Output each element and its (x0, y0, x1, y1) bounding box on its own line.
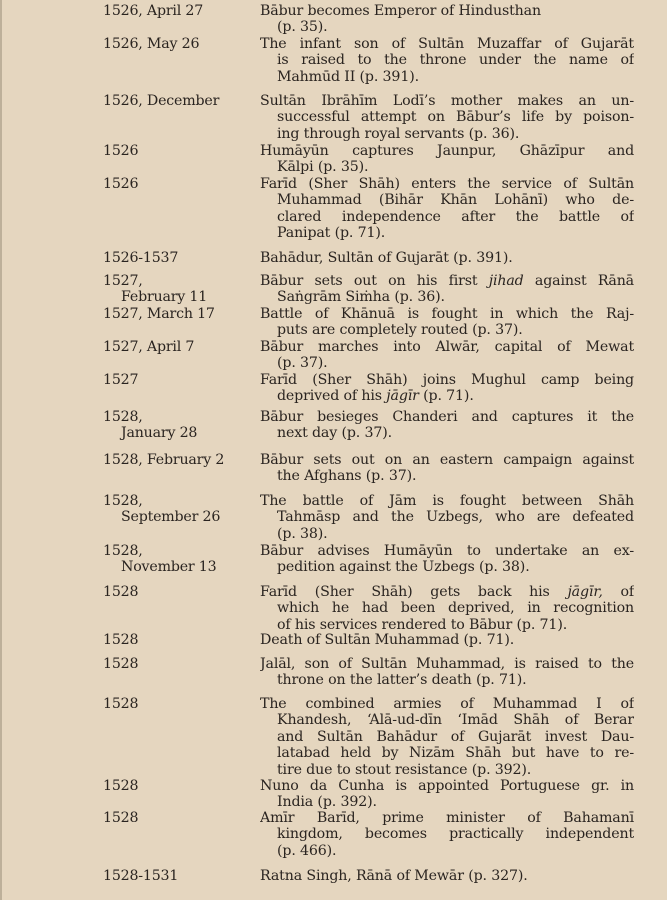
entry-description-line: Jalāl, son of Sultān Muhammad, is raised to the (260, 656, 634, 672)
entry-description-line: (p. 38). (277, 525, 328, 542)
entry-date-line: 1528 (103, 656, 139, 672)
entry-description (260, 176, 634, 242)
entry-description-line: of his services rendered to Bābur (p. 71). (277, 616, 568, 633)
entry-description-line: tire due to stout resistance (p. 392). (277, 761, 532, 778)
entry-description (260, 3, 634, 36)
entry-date-line: 1527, (103, 273, 143, 289)
entry-date (103, 93, 258, 109)
entry-description-line: Humāyūn captures Jaunpur, Ghāzīpur and (260, 143, 634, 159)
page-edge (0, 0, 2, 900)
entry-description-line: throne on the latter’s death (p. 71). (277, 672, 527, 689)
entry-description-line: Battle of Khānuā is fought in which the Raj- (260, 306, 634, 322)
entry-date-line: 1528 (103, 810, 139, 826)
entry-description (260, 543, 634, 576)
entry-date (103, 696, 258, 712)
entry-date-line: September 26 (121, 509, 221, 526)
entry-date (103, 778, 258, 794)
entry-date-line: November 13 (121, 559, 217, 576)
entry-date (103, 493, 258, 526)
entry-description-line: the Afghans (p. 37). (277, 468, 417, 485)
entry-description (260, 584, 634, 633)
entry-date-line: 1528, (103, 543, 143, 559)
entry-description-line: Bābur marches into Alwār, capital of Mewat (260, 339, 634, 355)
entry-description-line: Bābur sets out on an eastern campaign against (260, 452, 634, 468)
entry-description-line: clared independence after the battle of (277, 208, 634, 225)
entry-description-line: and Sultān Bahādur of Gujarāt invest Dau- (277, 728, 634, 745)
entry-date (103, 584, 258, 600)
entry-date (103, 273, 258, 306)
entry-date (103, 306, 258, 322)
entry-date-line: 1528, (103, 493, 143, 509)
entry-date-line: 1526, April 27 (103, 3, 204, 19)
entry-description-line: Amīr Barīd, prime minister of Bahamanī (260, 810, 634, 826)
entry-description-line: Sultān Ibrāhīm Lodī’s mother makes an un- (260, 93, 634, 109)
entry-description-line: successful attempt on Bābur’s life by poison- (277, 109, 634, 126)
entry-description-line: Muhammad (Bihār Khān Lohānī) who de- (277, 192, 634, 209)
entry-description-line: The infant son of Sultān Muzaffar of Gujarāt (260, 36, 634, 52)
entry-description-line: which he had been deprived, in recognition (277, 600, 634, 617)
entry-date (103, 452, 258, 468)
entry-date-line: 1527 (103, 372, 139, 388)
italic-term: jihad (488, 273, 524, 289)
entry-date (103, 632, 258, 648)
entry-date-line: 1527, April 7 (103, 339, 195, 355)
entry-description-line: Bābur besieges Chanderi and captures it the (260, 409, 634, 425)
entry-description-line: Death of Sultān Muhammad (p. 71). (260, 632, 515, 648)
entry-date (103, 372, 258, 388)
entry-date (103, 868, 258, 884)
entry-description-line: puts are completely routed (p. 37). (277, 322, 523, 339)
entry-date-line: 1528, (103, 409, 143, 425)
entry-date (103, 36, 258, 52)
entry-description (260, 273, 634, 306)
entry-description-line: Panipat (p. 71). (277, 225, 386, 242)
entry-date-line: 1528 (103, 778, 139, 794)
entry-date-line: 1528 (103, 584, 139, 600)
entry-description-line: kingdom, becomes practically independent (277, 826, 634, 843)
entry-description (260, 778, 634, 811)
entry-description-line: Farīd (Sher Shāh) joins Mughul camp being (260, 372, 634, 388)
entry-description-line: (p. 35). (277, 19, 328, 36)
entry-date (103, 409, 258, 442)
entry-date (103, 3, 258, 19)
entry-description (260, 36, 634, 85)
entry-date (103, 176, 258, 192)
entry-date (103, 656, 258, 672)
entry-description-line: is raised to the throne under the name of (277, 52, 634, 69)
entry-description-line: Ratna Singh, Rānā of Mewār (p. 327). (260, 868, 528, 884)
entry-date-line: 1526, May 26 (103, 36, 200, 52)
entry-description-line: Farīd (Sher Shāh) enters the service of Sultān (260, 176, 634, 192)
entry-description (260, 452, 634, 485)
entry-date (103, 543, 258, 576)
entry-date-line: 1526-1537 (103, 250, 179, 266)
entry-description (260, 339, 634, 372)
entry-date-line: January 28 (121, 425, 198, 442)
entry-description-line: Khandesh, ‘Alā-ud-dīn ‘Imād Shāh of Berar (277, 712, 634, 729)
entry-description-line: The battle of Jām is fought between Shāh (260, 493, 634, 509)
entry-date (103, 143, 258, 159)
entry-description-line: next day (p. 37). (277, 425, 392, 442)
entry-description-line: Bābur sets out on his first jihad against Rānā (260, 273, 634, 289)
entry-description-line: Mahmūd II (p. 391). (277, 68, 419, 85)
entry-description (260, 93, 634, 142)
entry-description-line: Bābur advises Humāyūn to undertake an ex- (260, 543, 634, 559)
italic-term: jāgīr (386, 388, 419, 405)
entry-description (260, 306, 634, 339)
entry-date-line: 1526 (103, 176, 139, 192)
entry-date-line: 1526, December (103, 93, 220, 109)
entry-description-line: deprived of his jāgīr (p. 71). (277, 388, 474, 405)
entry-date-line: 1528-1531 (103, 868, 179, 884)
entry-date-line: 1528 (103, 632, 139, 648)
entry-description (260, 409, 634, 442)
entry-description-line: pedition against the Uzbegs (p. 38). (277, 559, 530, 576)
italic-term: jāgīr, (567, 584, 603, 600)
entry-description (260, 493, 634, 542)
entry-description-line: (p. 466). (277, 842, 337, 859)
entry-description (260, 810, 634, 859)
entry-description (260, 868, 634, 884)
entry-description (260, 632, 634, 648)
entry-date (103, 250, 258, 266)
entry-date-line: 1528, February 2 (103, 452, 225, 468)
entry-date (103, 339, 258, 355)
entry-description-line: India (p. 392). (277, 794, 377, 811)
entry-description-line: (p. 37). (277, 355, 328, 372)
entry-date-line: February 11 (121, 289, 208, 306)
entry-description (260, 656, 634, 689)
entry-date-line: 1528 (103, 696, 139, 712)
entry-description-line: Nuno da Cunha is appointed Portuguese gr. in (260, 778, 634, 794)
entry-description-line: Kālpi (p. 35). (277, 159, 369, 176)
entry-description-line: latabad held by Nizām Shāh but have to re- (277, 745, 634, 762)
entry-date (103, 810, 258, 826)
entry-date-line: 1527, March 17 (103, 306, 215, 322)
entry-description-line: ing through royal servants (p. 36). (277, 125, 520, 142)
entry-description (260, 696, 634, 778)
entry-description-line: Tahmāsp and the Uzbegs, who are defeated (277, 509, 634, 526)
entry-description (260, 372, 634, 405)
entry-description (260, 143, 634, 176)
entry-description-line: Saṅgrām Siṁha (p. 36). (277, 289, 445, 306)
entry-description-line: Bahādur, Sultān of Gujarāt (p. 391). (260, 250, 513, 266)
entry-description (260, 250, 634, 266)
entry-description-line: Bābur becomes Emperor of Hindusthan (260, 3, 541, 19)
entry-description-line: Farīd (Sher Shāh) gets back his jāgīr, of (260, 584, 634, 600)
entry-date-line: 1526 (103, 143, 139, 159)
entry-description-line: The combined armies of Muhammad I of (260, 696, 634, 712)
